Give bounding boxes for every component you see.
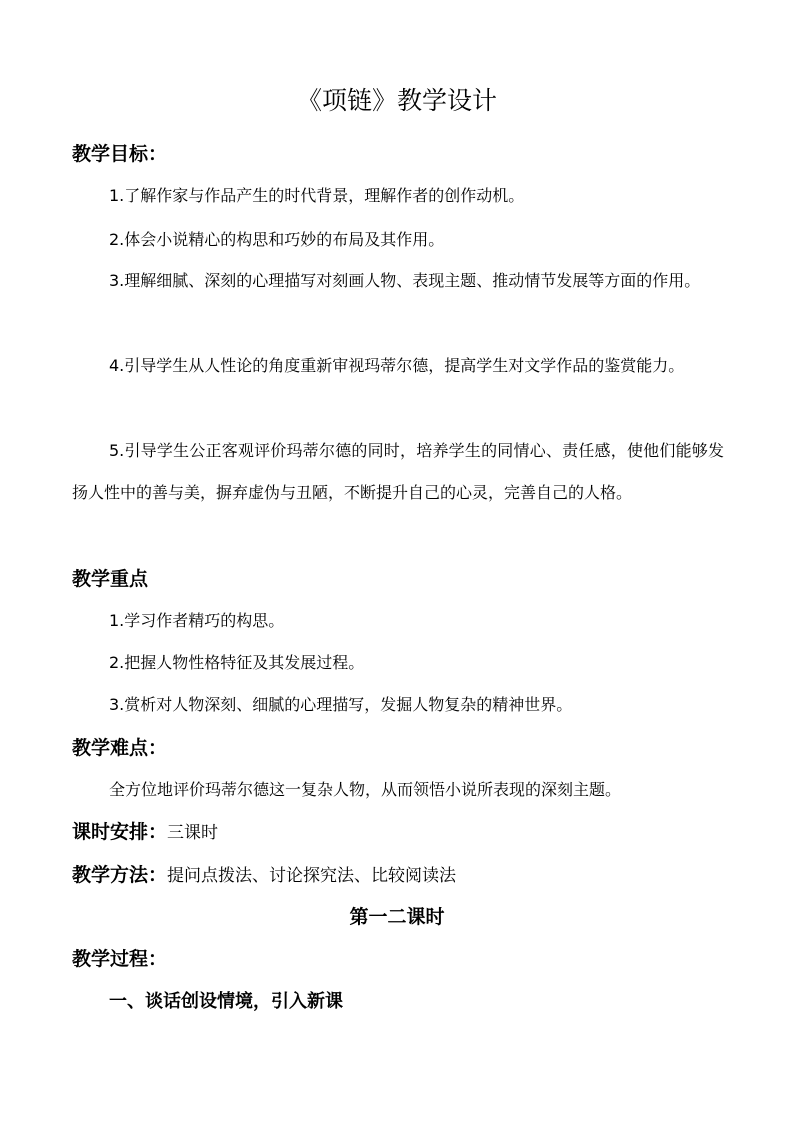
- methods-value: 提问点拨法、讨论探究法、比较阅读法: [167, 866, 457, 886]
- goal-item-2: 2.体会小说精心的构思和巧妙的布局及其作用。: [109, 230, 445, 249]
- document-title: 《项链》教学设计: [296, 86, 497, 115]
- goal-item-3: 3.理解细腻、深刻的心理描写对刻画人物、表现主题、推动情节发展等方面的作用。: [109, 271, 701, 290]
- schedule-value: 三课时: [167, 823, 219, 843]
- process-step-1: 一、谈话创设情境，引入新课: [109, 991, 343, 1012]
- methods-heading: 教学方法：: [72, 864, 168, 886]
- methods-line: [72, 861, 456, 890]
- process-heading: 教学过程：: [72, 948, 168, 970]
- goals-heading: 教学目标：: [72, 143, 168, 165]
- key-point-item-3: 3.赏析对人物深刻、细腻的心理描写，发掘人物复杂的精神世界。: [109, 695, 573, 714]
- schedule-heading: 课时安排：: [72, 821, 168, 843]
- difficulties-heading: 教学难点：: [72, 737, 168, 759]
- key-point-item-1: 1.学习作者精巧的构思。: [109, 611, 285, 630]
- lesson-heading: 第一二课时: [349, 906, 445, 928]
- schedule-line: [72, 818, 218, 847]
- difficulties-text: 全方位地评价玛蒂尔德这一复杂人物，从而领悟小说所表现的深刻主题。: [109, 780, 622, 799]
- goal-item-5: 5.引导学生公正客观评价玛蒂尔德的同时，培养学生的同情心、责任感，使他们能够发扬人性中的善与美，摒弃虚伪与丑陋，不断提升自己的心灵，完善自己的人格。: [72, 441, 724, 502]
- key-point-item-2: 2.把握人物性格特征及其发展过程。: [109, 653, 365, 672]
- goal-item-4: 4.引导学生从人性论的角度重新审视玛蒂尔德，提高学生对文学作品的鉴赏能力。: [109, 356, 685, 375]
- goal-item-1: 1.了解作家与作品产生的时代背景，理解作者的创作动机。: [109, 186, 525, 205]
- key-points-heading: 教学重点: [72, 568, 149, 590]
